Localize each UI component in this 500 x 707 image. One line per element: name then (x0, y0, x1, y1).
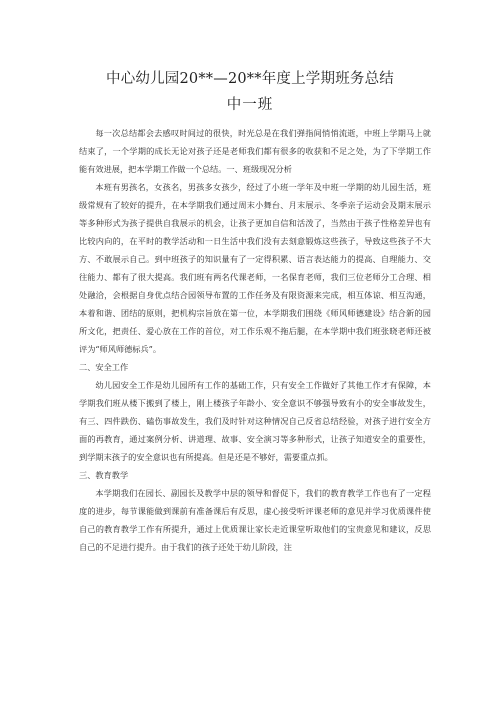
section-heading-safety: 二、安全工作 (79, 362, 129, 372)
document-body (79, 124, 431, 556)
class-situation-paragraph: 本班有男孩名，女孩名，男孩多女孩少，经过了小班一学年及中班一学期的幼儿园生活，班级常规有了较好的提升，在本学期我们通过周末小舞台、月末展示、冬季亲子运动会及期末展示等多种形式为孩子提供自我展示的机会，让孩子更加自信和活泼了，当然由于孩子性格差异也有比较内向的，在平时的教学活动和一日生活中我们没有去刻意锻炼这些孩子，导致这些孩子不大方、不敢展示自己。到中班孩子的知识量有了一定得积累、语言表达能力的提高、自理能力、交往能力、都有了很大提高。我们班有两名代课老师，一名保育老师，我们三位老师分工合理、相处融洽，会根据自身优点结合园领导布置的工作任务及有限资源来完成，相互体谅、相互沟通，本着和谐、团结的原则，把机构宗旨放在第一位，本学期我们围绕《师风师德建设》结合新的园所文化，把责任、爱心放在工作的首位，对工作乐观不拖后腿，在本学期中我们班张晓老师还被评为“师风师德标兵”。 (79, 182, 431, 354)
safety-paragraph: 幼儿园安全工作是幼儿园所有工作的基础工作，只有安全工作做好了其他工作才有保障，本学期我们班从楼下搬到了楼上，刚上楼孩子年龄小、安全意识不够强导致有小的安全事故发生，有三、四件跌伤、磕伤事故发生，我们及时针对这种情况自己反省总结经验，对孩子进行安全方面的再教育，通过案例分析、讲道理、故事、安全演习等多种形式，让孩子知道安全的重要性，到学期末孩子的安全意识也有所提高。但是还是不够好，需要重点抓。 (79, 380, 431, 462)
intro-paragraph: 每一次总结都会去感叹时间过的很快，时光总是在我们弹指间悄悄流逝，中班上学期马上就结束了，一个学期的成长无论对孩子还是老师我们都有很多的收获和不足之处，为了下学期工作能有效进展，把本学期工作做一个总结。一、班级现况分析 (79, 128, 431, 174)
document-title: 中心幼儿园20**—20**年度上学期班务总结 (106, 71, 394, 87)
teaching-paragraph: 本学期我们在园长、副园长及教学中层的领导和督促下，我们的教育教学工作也有了一定程度的进步，每节课能做到课前有准备课后有反思，虚心接受听评课老师的意见并学习优质课件使自己的教育教学工作有所提升，通过上优质课让家长走近课堂听取他们的宝贵意见和建议，反思自己的不足进行提升。由于我们的孩子还处于幼儿阶段，注 (79, 488, 431, 552)
section-heading-teaching: 三、教育教学 (79, 470, 129, 480)
class-name-subtitle: 中一班 (226, 97, 274, 113)
